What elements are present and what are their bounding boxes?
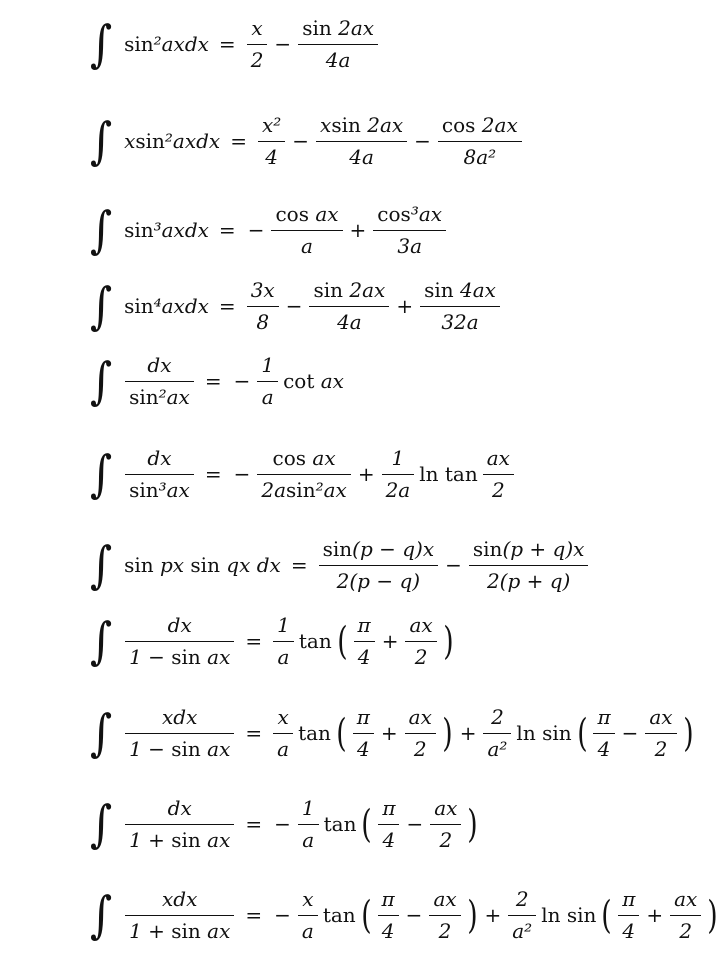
function-text: tan (298, 721, 331, 745)
fraction-bar (273, 733, 293, 734)
equals-sign: = (290, 553, 308, 577)
equals-sign: = (204, 369, 222, 393)
integral-sign: ∫ (89, 277, 113, 335)
fraction-denominator: 4 (357, 644, 371, 669)
formula-row (88, 535, 591, 595)
fraction (508, 887, 536, 944)
integrand-fraction-numerator: dx (147, 445, 172, 470)
integrand (122, 294, 211, 318)
integrand-fraction-numerator: xdx (162, 886, 198, 911)
fraction-numerator: π (597, 704, 611, 729)
integrand-fraction-denominator: 1 − sin ax (129, 736, 231, 761)
fraction (420, 278, 500, 335)
fraction (483, 446, 514, 503)
function-text: cot ax (283, 369, 344, 393)
integral-sign: ∫ (89, 352, 113, 410)
integrand (122, 32, 211, 56)
integral-sign: ∫ (89, 886, 113, 944)
integrand-fraction (125, 705, 234, 762)
integral-sign: ∫ (89, 112, 113, 170)
fraction-numerator: sin 2ax (313, 277, 386, 302)
integral-sign: ∫ (89, 795, 113, 853)
fraction-bar (354, 641, 375, 642)
formula-row (88, 885, 720, 945)
fraction-denominator: a² (487, 736, 508, 761)
fraction-numerator: ax (486, 445, 510, 470)
fraction-bar (508, 915, 536, 916)
fraction-bar (618, 915, 639, 916)
operator: + (381, 629, 399, 653)
fraction (309, 278, 389, 335)
fraction (273, 705, 293, 762)
fraction (373, 202, 446, 259)
fraction-bar (309, 306, 389, 307)
fraction-denominator: a (302, 827, 315, 852)
operator: + (396, 294, 414, 318)
integrand (122, 613, 237, 670)
equals-sign: = (218, 32, 236, 56)
fraction-bar (257, 474, 350, 475)
formula-row (88, 444, 517, 504)
fraction-numerator: 2 (515, 886, 529, 911)
equals-sign: = (245, 812, 263, 836)
fraction-numerator: π (622, 886, 636, 911)
operator: + (459, 721, 477, 745)
integrand-fraction-numerator: xdx (162, 704, 198, 729)
fraction-bar (353, 733, 374, 734)
fraction-denominator: 2asin²ax (261, 477, 347, 502)
equals-sign: = (245, 721, 263, 745)
integrand-fraction-numerator: dx (147, 352, 172, 377)
fraction-bar (271, 230, 342, 231)
equals-sign: = (245, 903, 263, 927)
integrand-fraction-bar (125, 474, 194, 475)
parenthesis: ( (360, 893, 372, 937)
fraction-denominator: 4a (325, 47, 351, 72)
fraction-bar (319, 565, 439, 566)
integrand-text: sin px sin qx dx (124, 553, 281, 577)
fraction-numerator: x² (261, 112, 282, 137)
equals-sign: = (204, 462, 222, 486)
function-text: ln sin (541, 903, 597, 927)
fraction (298, 887, 318, 944)
fraction (247, 16, 268, 73)
fraction-bar (469, 565, 589, 566)
fraction-denominator: 4 (382, 827, 396, 852)
fraction (429, 887, 460, 944)
integrand-fraction-bar (125, 915, 234, 916)
parenthesis: ) (682, 711, 694, 755)
operator: − (233, 369, 251, 393)
fraction-numerator: cos ax (275, 201, 339, 226)
fraction-bar (429, 915, 460, 916)
fraction (298, 796, 319, 853)
fraction (469, 537, 589, 594)
fraction (298, 16, 378, 73)
fraction-denominator: 2a (385, 477, 411, 502)
equals-sign: = (218, 294, 236, 318)
fraction-numerator: π (356, 704, 370, 729)
integrand-fraction-bar (125, 733, 234, 734)
fraction-denominator: 4 (381, 918, 395, 943)
fraction-numerator: x (277, 704, 289, 729)
fraction-denominator: 2(p + q) (486, 568, 571, 593)
fraction (593, 705, 614, 762)
fraction-bar (430, 824, 461, 825)
fraction-numerator: 1 (391, 445, 405, 470)
integrand-fraction-bar (125, 381, 194, 382)
fraction-numerator: ax (674, 886, 698, 911)
fraction (670, 887, 701, 944)
fraction (354, 613, 375, 670)
fraction-denominator: 2 (250, 47, 264, 72)
integrand (122, 887, 237, 944)
operator: − (414, 129, 431, 153)
fraction-bar (483, 474, 514, 475)
integrand (122, 446, 197, 503)
fraction-bar (405, 641, 436, 642)
operator: − (445, 553, 462, 577)
fraction (378, 887, 399, 944)
integrand (122, 705, 237, 762)
fraction (319, 537, 439, 594)
fraction-numerator: ax (649, 704, 673, 729)
fraction-bar (593, 733, 614, 734)
fraction-bar (420, 306, 500, 307)
fraction-numerator: x (251, 15, 263, 40)
fraction (273, 613, 294, 670)
fraction (382, 446, 415, 503)
fraction-bar (405, 733, 436, 734)
fraction-numerator: 1 (277, 612, 290, 637)
fraction-denominator: 2 (439, 827, 453, 852)
fraction-denominator: 4 (265, 144, 278, 169)
operator: + (349, 218, 367, 242)
fraction (645, 705, 676, 762)
fraction-denominator: 2(p − q) (336, 568, 421, 593)
integrand-fraction (125, 353, 194, 410)
fraction-bar (298, 44, 378, 45)
parenthesis: ( (601, 893, 612, 937)
fraction-bar (645, 733, 676, 734)
fraction-denominator: 2 (679, 918, 693, 943)
parenthesis: ) (466, 893, 478, 937)
integrand-text: sin³axdx (124, 218, 209, 242)
fraction-denominator: 4 (597, 736, 611, 761)
fraction (353, 705, 374, 762)
fraction-numerator: 3x (250, 277, 275, 302)
fraction-numerator: 1 (261, 352, 275, 377)
fraction (618, 887, 639, 944)
fraction-denominator: 32a (441, 309, 479, 334)
formula-row (88, 351, 346, 411)
parenthesis: ( (576, 711, 588, 755)
operator: − (274, 903, 291, 927)
operator: − (285, 294, 303, 318)
integrand-fraction-denominator: 1 + sin ax (129, 918, 231, 943)
fraction-numerator: sin(p − q)x (322, 536, 435, 561)
fraction-denominator: 8 (256, 309, 270, 334)
fraction-numerator: ax (409, 612, 433, 637)
fraction-denominator: a (301, 918, 314, 943)
fraction-denominator: 4 (622, 918, 636, 943)
fraction-bar (247, 44, 268, 45)
operator: − (274, 812, 291, 836)
formula-row (88, 703, 696, 763)
fraction (257, 446, 350, 503)
integrand-text: sin²axdx (124, 32, 209, 56)
parenthesis: ( (361, 802, 373, 846)
fraction-bar (298, 915, 318, 916)
operator: − (233, 462, 251, 486)
operator: − (292, 129, 310, 153)
integrand-fraction-bar (125, 824, 234, 825)
function-text: tan (298, 629, 332, 653)
fraction-bar (316, 141, 407, 142)
fraction-numerator: xsin 2ax (320, 112, 404, 137)
fraction-denominator: 4a (337, 309, 362, 334)
integrand-fraction (125, 446, 194, 503)
fraction (438, 113, 522, 170)
fraction-bar (483, 733, 511, 734)
fraction-numerator: sin 2ax (302, 15, 375, 40)
fraction-denominator: a (277, 736, 290, 761)
formula-row (88, 200, 449, 260)
fraction-denominator: 2 (491, 477, 505, 502)
fraction-denominator: 4a (349, 144, 374, 169)
fraction (247, 278, 279, 335)
function-text: ln sin (516, 721, 572, 745)
integrand (122, 218, 211, 242)
integral-sign: ∫ (89, 445, 113, 503)
fraction (257, 353, 278, 410)
fraction-bar (378, 824, 399, 825)
fraction (430, 796, 461, 853)
operator: − (406, 812, 424, 836)
function-text: tan (323, 812, 357, 836)
parenthesis: ) (442, 711, 453, 755)
fraction (271, 202, 342, 259)
operator: + (380, 721, 398, 745)
fraction-numerator: ax (433, 886, 457, 911)
fraction-bar (258, 141, 285, 142)
fraction-numerator: x (302, 886, 314, 911)
integrand-fraction (125, 613, 234, 670)
operator: − (405, 903, 423, 927)
integral-sign: ∫ (89, 612, 113, 670)
integrand-text: sin⁴axdx (124, 294, 209, 318)
integrand (122, 353, 197, 410)
fraction (405, 705, 436, 762)
fraction-denominator: 4 (356, 736, 370, 761)
fraction-denominator: a (301, 233, 313, 258)
integral-sign: ∫ (89, 536, 113, 594)
fraction-numerator: 2 (491, 704, 504, 729)
fraction-bar (273, 641, 294, 642)
integrand (122, 796, 237, 853)
fraction-denominator: a (277, 644, 290, 669)
fraction (258, 113, 285, 170)
formula-row (88, 14, 381, 74)
fraction-numerator: π (381, 886, 395, 911)
fraction-bar (257, 381, 278, 382)
fraction-denominator: a² (512, 918, 533, 943)
equals-sign: = (245, 629, 263, 653)
fraction-numerator: cos ax (272, 445, 336, 470)
parenthesis: ( (336, 619, 348, 663)
fraction-numerator: sin(p + q)x (472, 536, 585, 561)
fraction-numerator: π (382, 795, 396, 820)
operator: − (621, 721, 639, 745)
function-text: ln tan (419, 462, 478, 486)
equals-sign: = (218, 218, 236, 242)
integrand-fraction-denominator: sin³ax (129, 477, 190, 502)
parenthesis: ) (442, 619, 454, 663)
integrand-fraction-numerator: dx (167, 795, 192, 820)
fraction-numerator: π (357, 612, 371, 637)
fraction-numerator: ax (434, 795, 458, 820)
fraction-denominator: 3a (397, 233, 422, 258)
fraction (405, 613, 436, 670)
fraction-bar (373, 230, 446, 231)
operator: − (274, 32, 292, 56)
fraction-numerator: 1 (301, 795, 315, 820)
integrand (122, 129, 222, 153)
integrand-fraction (125, 796, 234, 853)
fraction-numerator: cos 2ax (441, 112, 518, 137)
parenthesis: ( (336, 711, 347, 755)
formula-row (88, 276, 503, 336)
fraction-numerator: ax (408, 704, 432, 729)
integrand-text: xsin²axdx (124, 129, 221, 153)
fraction-bar (670, 915, 701, 916)
integrand-fraction (125, 887, 234, 944)
integrand-fraction-numerator: dx (167, 612, 192, 637)
integrand-fraction-denominator: 1 + sin ax (129, 827, 231, 852)
fraction-bar (438, 141, 522, 142)
formula-row (88, 111, 525, 171)
fraction-bar (247, 306, 279, 307)
fraction (483, 705, 511, 762)
fraction-denominator: 2 (414, 644, 428, 669)
fraction-denominator: 2 (413, 736, 427, 761)
fraction-denominator: a (261, 384, 274, 409)
fraction-bar (298, 824, 319, 825)
equals-sign: = (230, 129, 247, 153)
integral-sign: ∫ (89, 201, 113, 259)
integrand-fraction-denominator: 1 − sin ax (129, 644, 231, 669)
fraction-denominator: 8a² (463, 144, 497, 169)
formula-row (88, 611, 457, 671)
fraction (316, 113, 407, 170)
fraction-bar (382, 474, 415, 475)
parenthesis: ) (467, 802, 479, 846)
fraction-denominator: 2 (654, 736, 668, 761)
integral-sign: ∫ (89, 704, 113, 762)
function-text: tan (322, 903, 356, 927)
fraction-numerator: sin 4ax (424, 277, 496, 302)
fraction (378, 796, 399, 853)
fraction-denominator: 2 (438, 918, 452, 943)
operator: + (484, 903, 502, 927)
parenthesis: ) (707, 893, 718, 937)
operator: − (247, 218, 265, 242)
formula-row (88, 794, 481, 854)
integrand-fraction-denominator: sin²ax (129, 384, 190, 409)
fraction-numerator: cos³ax (377, 201, 443, 226)
integrand-fraction-bar (125, 641, 234, 642)
integral-sign: ∫ (89, 15, 113, 73)
operator: + (646, 903, 664, 927)
operator: + (357, 462, 375, 486)
fraction-bar (378, 915, 399, 916)
integrand (122, 553, 283, 577)
